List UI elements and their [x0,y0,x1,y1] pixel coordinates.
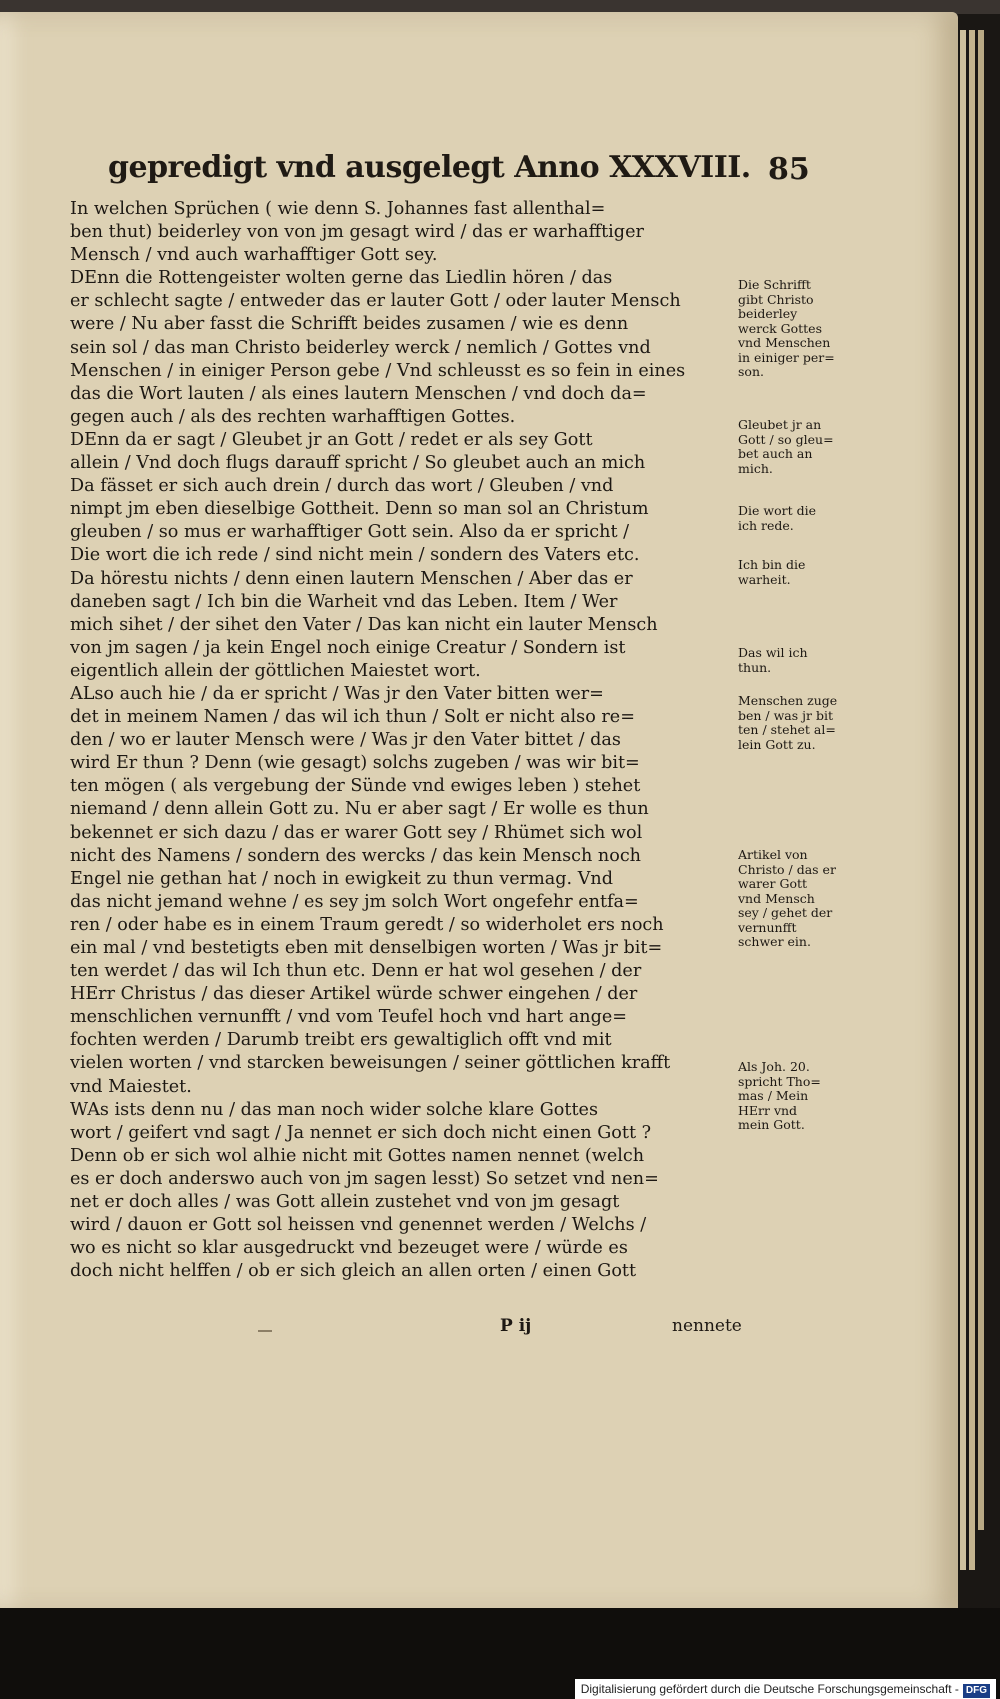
text-line: den / wo er lauter Mensch were / Was jr den Vater bittet / das [70,730,621,751]
marginal-note-line: ich rede. [738,518,794,533]
marginal-note-line: mich. [738,461,773,476]
text-line: wo es nicht so klar ausgedruckt vnd bezeuget were / würde es [70,1238,628,1259]
page-edge [978,30,984,1530]
text-line: er schlecht sagte / entweder das er lauter Gott / oder lauter Mensch [70,291,681,312]
text-line: es er doch anderswo auch von jm sagen lesst) So setzet vnd nen= [70,1168,659,1189]
text-line: das die Wort lauten / als eines lautern Menschen / vnd doch da= [70,383,647,404]
marginal-note-line: vernunfft [738,920,797,935]
credit-text: Digitalisierung gefördert durch die Deutsche Forschungsgemeinschaft - [580,1682,959,1696]
marginal-note-line: beiderley [738,307,798,321]
marginal-note-line: Ich bin die [738,558,806,572]
text-line: ten werdet / das wil Ich thun etc. Denn er hat wol gesehen / der [70,961,642,982]
text-line: gegen auch / als des rechten warhafftigen Gottes. [70,406,516,427]
marginal-note-line: son. [738,365,764,379]
marginal-note [738,848,856,950]
marginal-note-line: Gott / so gleu= [738,432,834,447]
marginal-note-line: spricht Tho= [738,1074,821,1089]
page-edge [960,30,966,1570]
page-edge [969,30,975,1570]
text-line: Da fässet er sich auch drein / durch das wort / Gleuben / vnd [70,476,614,497]
text-line: daneben sagt / Ich bin die Warheit vnd das Leben. Item / Wer [70,591,618,612]
text-line: wird Er thun ? Denn (wie gesagt) solchs zugeben / was wir bit= [70,753,640,774]
marginal-note-line: in einiger per= [738,350,835,365]
marginal-note-line: mein Gott. [738,1118,805,1132]
marginal-note-line: schwer ein. [738,935,811,949]
marginal-note-line: lein Gott zu. [738,737,816,752]
book-page [0,12,958,1612]
page-number: 85 [768,152,810,187]
marginal-note [738,504,856,533]
running-head: gepredigt vnd ausgelegt Anno XXXVIII. [108,150,751,185]
catchword: nennete [672,1316,742,1336]
text-line: niemand / denn allein Gott zu. Nu er aber sagt / Er wolle es thun [70,799,649,820]
text-line: net er doch alles / was Gott allein zustehet vnd von jm gesagt [70,1192,620,1213]
marginal-note-line: Die wort die [738,504,816,518]
marginal-note-line: warer Gott [738,877,808,891]
marginal-note-line: gibt Christo [738,292,814,307]
text-line: DEnn die Rottengeister wolten gerne das Liedlin hören / das [70,268,613,289]
marginal-note [738,694,856,752]
marginal-note [738,646,856,675]
marginal-note-line: warheit. [738,572,791,587]
marginal-note-line: sey / gehet der [738,906,833,920]
text-line: Mensch / vnd auch warhafftiger Gott sey. [70,245,438,266]
text-line: fochten werden / Darumb treibt ers gewaltiglich offt vnd mit [70,1030,612,1051]
dfg-logo: DFG [963,1684,990,1698]
text-line: vielen worten / vnd starcken beweisungen / seiner göttlichen krafft [70,1053,671,1074]
text-line: vnd Maiestet. [70,1076,192,1097]
marginal-note-line: Als Joh. 20. [738,1060,810,1074]
marginal-note-line: Das wil ich [738,646,808,660]
marginal-note [738,278,856,380]
marginal-note-line: Die Schrifft [738,278,811,292]
text-line: wird / dauon er Gott sol heissen vnd genennet werden / Welchs / [70,1215,647,1236]
text-line: Die wort die ich rede / sind nicht mein / sondern des Vaters etc. [70,545,640,566]
marginal-note-line: HErr vnd [738,1103,798,1118]
page-header [108,150,848,196]
marginal-note-line: Gleubet jr an [738,418,822,432]
text-line: wort / geifert vnd sagt / Ja nennet er sich doch nicht einen Gott ? [70,1122,652,1143]
text-line: doch nicht helffen / ob er sich gleich an allen orten / einen Gott [70,1261,637,1282]
text-line: eigentlich allein der göttlichen Maiestet wort. [70,660,481,681]
digitization-credit [575,1679,996,1699]
marginal-note-line: vnd Mensch [738,891,815,906]
text-line: Menschen / in einiger Person gebe / Vnd schleusst es so fein in eines [70,360,686,381]
text-line: ein mal / vnd bestetigts eben mit denselbigen worten / Was jr bit= [70,938,663,958]
text-line: das nicht jemand wehne / es sey jm solch Wort ongefehr entfa= [70,891,639,912]
marginal-note-line: mas / Mein [738,1089,809,1103]
text-line: ren / oder habe es in einem Traum geredt / so widerholet ers noch [70,914,664,935]
text-line: HErr Christus / das dieser Artikel würde schwer eingehen / der [70,984,638,1005]
main-text-block [70,198,750,1283]
text-line: mich sihet / der sihet den Vater / Das kan nicht ein lauter Mensch [70,614,658,635]
text-line: were / Nu aber fasst die Schrifft beides zusamen / wie es denn [70,314,629,335]
text-line: DEnn da er sagt / Gleubet jr an Gott / redet er als sey Gott [70,429,593,450]
marginal-note [738,1060,856,1133]
text-line: nimpt jm eben dieselbige Gottheit. Denn so man sol an Christum [70,499,649,520]
marginal-note-line: ten / stehet al= [738,723,836,737]
text-line: nicht des Namens / sondern des wercks / das kein Mensch noch [70,845,642,866]
marginal-note [738,418,856,476]
text-line: gleuben / so mus er warhafftiger Gott sein. Also da er spricht / [70,522,630,543]
marginal-note-line: Christo / das er [738,862,836,877]
text-line: In welchen Sprüchen ( wie denn S. Johannes fast allenthal= [70,199,606,219]
marginal-note-line: thun. [738,660,772,675]
text-line: menschlichen vernunfft / vnd vom Teufel hoch vnd hart ange= [70,1007,627,1028]
text-line: ten mögen ( als vergebung der Sünde vnd ewiges leben ) stehet [70,776,641,797]
text-line: det in meinem Namen / das wil ich thun / Solt er nicht also re= [70,707,635,728]
text-line: ben thut) beiderley von von jm gesagt wird / das er warhafftiger [70,222,644,243]
marginal-note-line: bet auch an [738,447,813,461]
text-line: allein / Vnd doch flugs darauff spricht / So gleubet auch an mich [70,453,646,474]
ink-mark [258,1330,272,1332]
marginal-note [738,558,856,587]
marginal-note-line: Menschen zuge [738,694,838,708]
text-line: von jm sagen / ja kein Engel noch einige Creatur / Sondern ist [70,637,626,658]
text-line: Engel nie gethan hat / noch in ewigkeit zu thun vermag. Vnd [70,868,614,889]
marginal-note-line: werck Gottes [738,321,822,336]
text-line: WAs ists denn nu / das man noch wider solche klare Gottes [70,1099,598,1120]
text-line: sein sol / das man Christo beiderley werck / nemlich / Gottes vnd [70,337,651,358]
text-line: ALso auch hie / da er spricht / Was jr den Vater bitten wer= [70,683,604,704]
marginal-note-line: vnd Menschen [738,336,831,350]
marginal-note-line: ben / was jr bit [738,708,833,723]
signature-mark: P ij [500,1316,532,1336]
text-line: Denn ob er sich wol alhie nicht mit Gottes namen nennet (welch [70,1145,645,1166]
marginal-note-line: Artikel von [738,848,808,862]
text-line: bekennet er sich dazu / das er warer Gott sey / Rhümet sich wol [70,822,643,843]
text-line: Da hörestu nichts / denn einen lautern Menschen / Aber das er [70,568,633,589]
